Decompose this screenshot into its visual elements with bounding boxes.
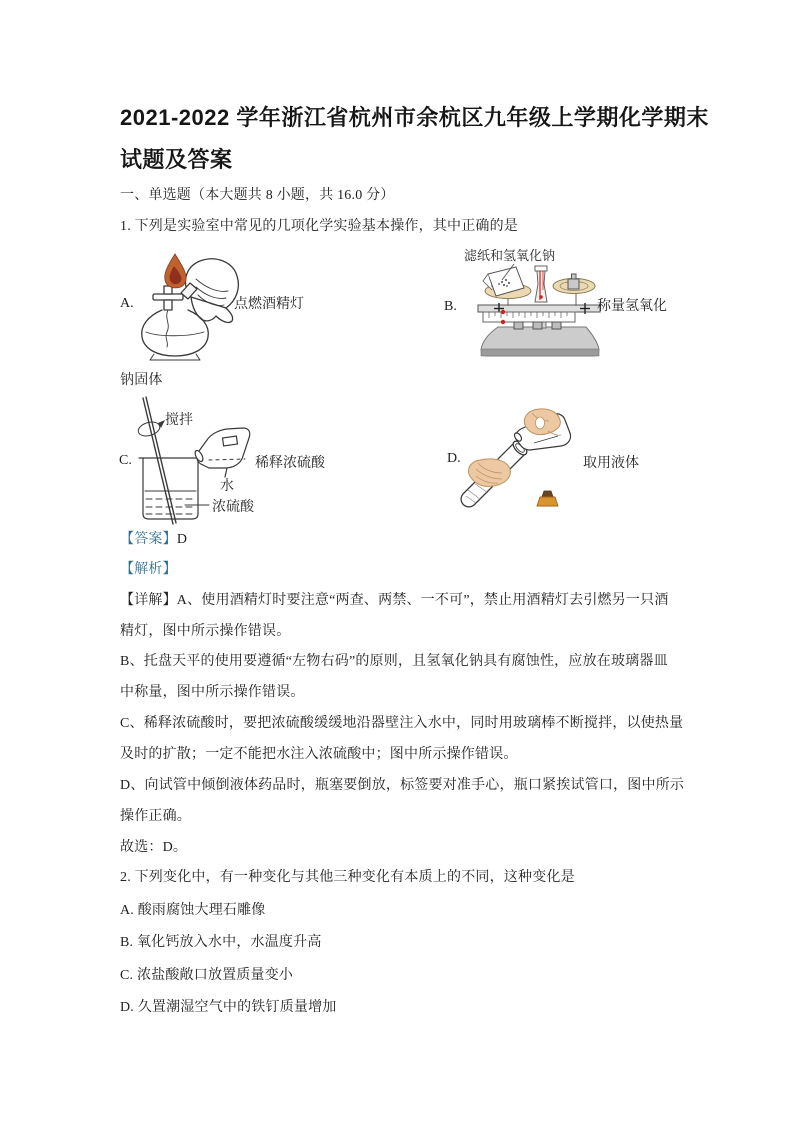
analysis-tag: 【解析】 [120, 562, 177, 577]
answer-tag: 【答案】 [120, 532, 177, 547]
explanation-conclusion: 故选：D。 [120, 840, 188, 855]
explanation-line: 【详解】A、使用酒精灯时要注意“两查、两禁、一不可”，禁止用酒精灯去引燃另一只酒 [120, 593, 669, 608]
figure-c-water-label: 水 [220, 479, 234, 494]
question2-option-c: C. 浓盐酸敞口放置质量变小 [120, 968, 294, 983]
figure-a-alcohol-lamp [138, 250, 238, 362]
explanation-line: 操作正确。 [120, 809, 191, 824]
explanation-line: B、托盘天平的使用要遵循“左物右码”的原则，且氢氧化钠具有腐蚀性，应放在玻璃器皿 [120, 654, 668, 669]
option-d-letter: D. [447, 451, 461, 466]
explanation-line: 精灯，图中所示操作错误。 [120, 624, 291, 639]
figure-c-dilute-acid [135, 393, 267, 530]
figure-b-caption: 滤纸和氢氧化钠 [464, 248, 556, 263]
option-b-letter: B. [444, 299, 457, 314]
explanation-line: 中称量，图中所示操作错误。 [120, 685, 305, 700]
section-heading: 一、单选题（本大题共 8 小题，共 16.0 分） [120, 188, 395, 203]
question2-option-b: B. 氧化钙放入水中，水温度升高 [120, 935, 322, 950]
stopper-icon [537, 491, 558, 506]
figure-c-stir-label: 搅拌 [165, 413, 193, 428]
question2-option-d: D. 久置潮湿空气中的铁钉质量增加 [120, 1000, 337, 1015]
weight-icon [568, 274, 579, 289]
question1-stem: 1. 下列是实验室中常见的几项化学实验基本操作，其中正确的是 [120, 219, 518, 234]
figure-b-balance [452, 246, 602, 364]
figure-d-pour-liquid [452, 393, 582, 528]
document-title-line1: 2021-2022 学年浙江省杭州市余杭区九年级上学期化学期末 [120, 105, 709, 130]
option-b-label-wrap: 钠固体 [120, 373, 163, 388]
question2-stem: 2. 下列变化中，有一种变化与其他三种变化有本质上的不同，这种变化是 [120, 870, 575, 885]
option-d-label: 取用液体 [583, 456, 639, 471]
question2-option-a: A. 酸雨腐蚀大理石雕像 [120, 903, 266, 918]
option-c-letter: C. [119, 453, 132, 468]
option-a-letter: A. [120, 296, 134, 311]
explanation-line: C、稀释浓硫酸时，要把浓硫酸缓缓地沿器壁注入水中，同时用玻璃棒不断搅拌，以使热量 [120, 716, 684, 731]
flame-icon [165, 254, 186, 288]
figure-c-acid-label: 浓硫酸 [212, 500, 254, 515]
answer-value: D [176, 532, 188, 547]
hand-holding-tube [469, 459, 511, 487]
answer-line [120, 530, 187, 549]
option-b-label: 称量氢氧化 [597, 299, 667, 314]
explanation-line: 及时的扩散；一定不能把水注入浓硫酸中；图中所示操作错误。 [120, 747, 518, 762]
explanation-line: D、向试管中倾倒液体药品时，瓶塞要倒放，标签要对准手心，瓶口紧挨试管口，图中所示 [120, 778, 685, 793]
option-a-label: 点燃酒精灯 [234, 297, 304, 312]
document-title-line2: 试题及答案 [120, 147, 233, 172]
option-c-label: 稀释浓硫酸 [255, 456, 325, 471]
